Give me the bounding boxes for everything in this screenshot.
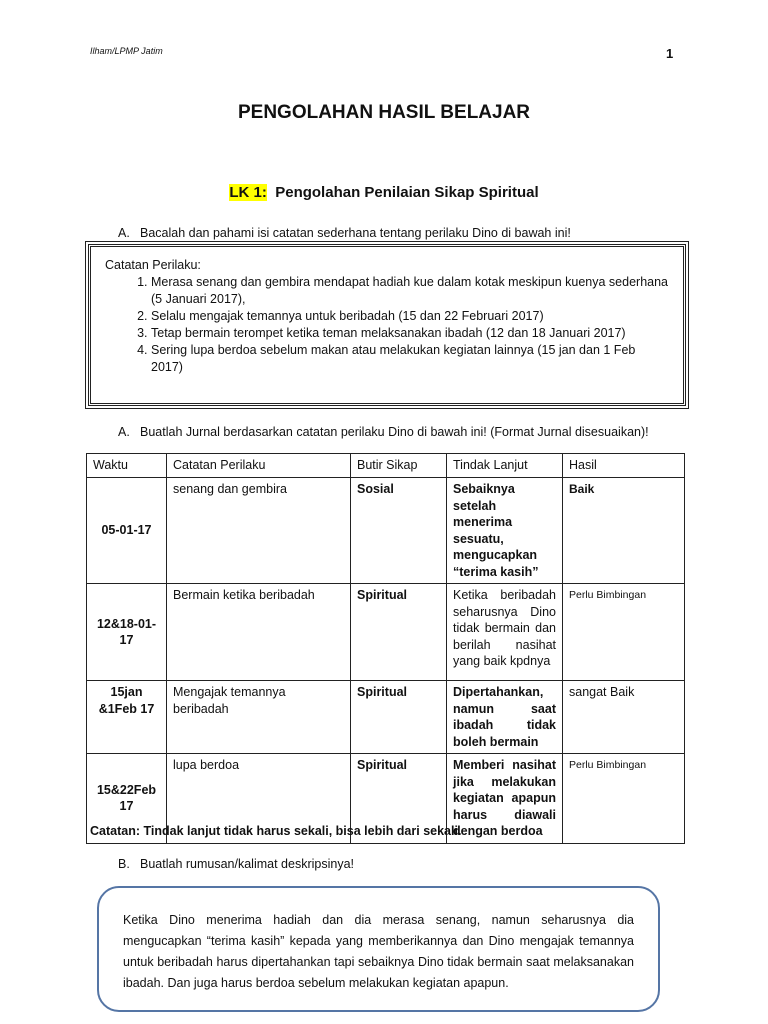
cell-hasil: Baik xyxy=(563,478,685,584)
cell-hasil: sangat Baik xyxy=(563,681,685,754)
description-text: Ketika Dino menerima hadiah dan dia merasa senang, namun seharusnya dia mengucapkan “terima kasih” kepada yang memberikannya dan Dino mengajak temannya untuk beribadah harus dipertahankan tapi sebaiknya Dino tidak bermain saat melaksanakan ibadah. Dan juga harus berdoa sebelum melakukan kegiatan apapun. xyxy=(123,913,634,990)
cell-catatan: Mengajak temannya beribadah xyxy=(167,681,351,754)
cell-waktu: 15&22Feb 17 xyxy=(87,754,167,844)
catatan-item: 2. Selalu mengajak temannya untuk beribadah (15 dan 22 Februari 2017) xyxy=(151,308,669,325)
cell-waktu: 12&18-01-17 xyxy=(87,584,167,681)
catatan-heading: Catatan Perilaku: xyxy=(105,258,201,272)
cell-butir: Spiritual xyxy=(351,754,447,844)
cell-catatan: senang dan gembira xyxy=(167,478,351,584)
cell-tindak: Ketika beribadah seharusnya Dino tidak bermain dan berilah nasihat yang baik kpdnya xyxy=(447,584,563,681)
catatan-item: 3. Tetap bermain terompet ketika teman melaksanakan ibadah (12 dan 18 Januari 2017) xyxy=(151,325,669,342)
lk-label: LK 1: xyxy=(229,184,267,201)
table-note: Catatan: Tindak lanjut tidak harus sekali, bisa lebih dari sekali. xyxy=(90,824,462,838)
cell-butir: Sosial xyxy=(351,478,447,584)
table-row xyxy=(87,478,685,584)
description-box xyxy=(97,886,660,1012)
instruction-text: Buatlah rumusan/kalimat deskripsinya! xyxy=(140,857,354,871)
cell-catatan: Bermain ketika beribadah xyxy=(167,584,351,681)
journal-table xyxy=(86,453,685,844)
catatan-item: 1. Merasa senang dan gembira mendapat hadiah kue dalam kotak meskipun kuenya sederhana (5 Januari 2017), xyxy=(151,274,669,308)
cell-tindak: Dipertahankan, namun saat ibadah tidak boleh bermain xyxy=(447,681,563,754)
instruction-text: Bacalah dan pahami isi catatan sederhana tentang perilaku Dino di bawah ini! xyxy=(140,226,571,240)
page-title: PENGOLAHAN HASIL BELAJAR xyxy=(237,102,531,123)
instruction-a1 xyxy=(118,226,571,240)
col-header: Tindak Lanjut xyxy=(447,454,563,478)
cell-hasil: Perlu Bimbingan xyxy=(563,584,685,681)
cell-butir: Spiritual xyxy=(351,681,447,754)
header-author: Ilham/LPMP Jatim xyxy=(90,46,163,56)
instruction-letter: B. xyxy=(118,857,130,871)
cell-catatan: lupa berdoa xyxy=(167,754,351,844)
cell-tindak: Sebaiknya setelah menerima sesuatu, mengucapkan “terima kasih” xyxy=(447,478,563,584)
lk-title: Pengolahan Penilaian Sikap Spiritual xyxy=(275,184,539,201)
table-row xyxy=(87,584,685,681)
cell-tindak: Memberi nasihat jika melakukan kegiatan apapun harus diawali dengan berdoa xyxy=(447,754,563,844)
catatan-perilaku-box xyxy=(88,244,686,406)
col-header: Hasil xyxy=(563,454,685,478)
col-header: Catatan Perilaku xyxy=(167,454,351,478)
cell-waktu: 15jan &1Feb 17 xyxy=(87,681,167,754)
catatan-list xyxy=(105,274,669,376)
instruction-text: Buatlah Jurnal berdasarkan catatan perilaku Dino di bawah ini! (Format Jurnal disesuaikan)! xyxy=(140,425,649,439)
catatan-item: 4. Sering lupa berdoa sebelum makan atau melakukan kegiatan lainnya (15 jan dan 1 Feb 2017) xyxy=(151,342,669,376)
table-row xyxy=(87,681,685,754)
cell-hasil: Perlu Bimbingan xyxy=(563,754,685,844)
cell-waktu: 05-01-17 xyxy=(87,478,167,584)
instruction-letter: A. xyxy=(118,226,130,240)
page-number: 1 xyxy=(666,46,674,61)
instruction-a2 xyxy=(118,425,649,439)
instruction-letter: A. xyxy=(118,425,130,439)
col-header: Butir Sikap xyxy=(351,454,447,478)
instruction-b xyxy=(118,857,354,871)
col-header: Waktu xyxy=(87,454,167,478)
cell-butir: Spiritual xyxy=(351,584,447,681)
table-header-row xyxy=(87,454,685,478)
lk-heading xyxy=(0,184,768,201)
